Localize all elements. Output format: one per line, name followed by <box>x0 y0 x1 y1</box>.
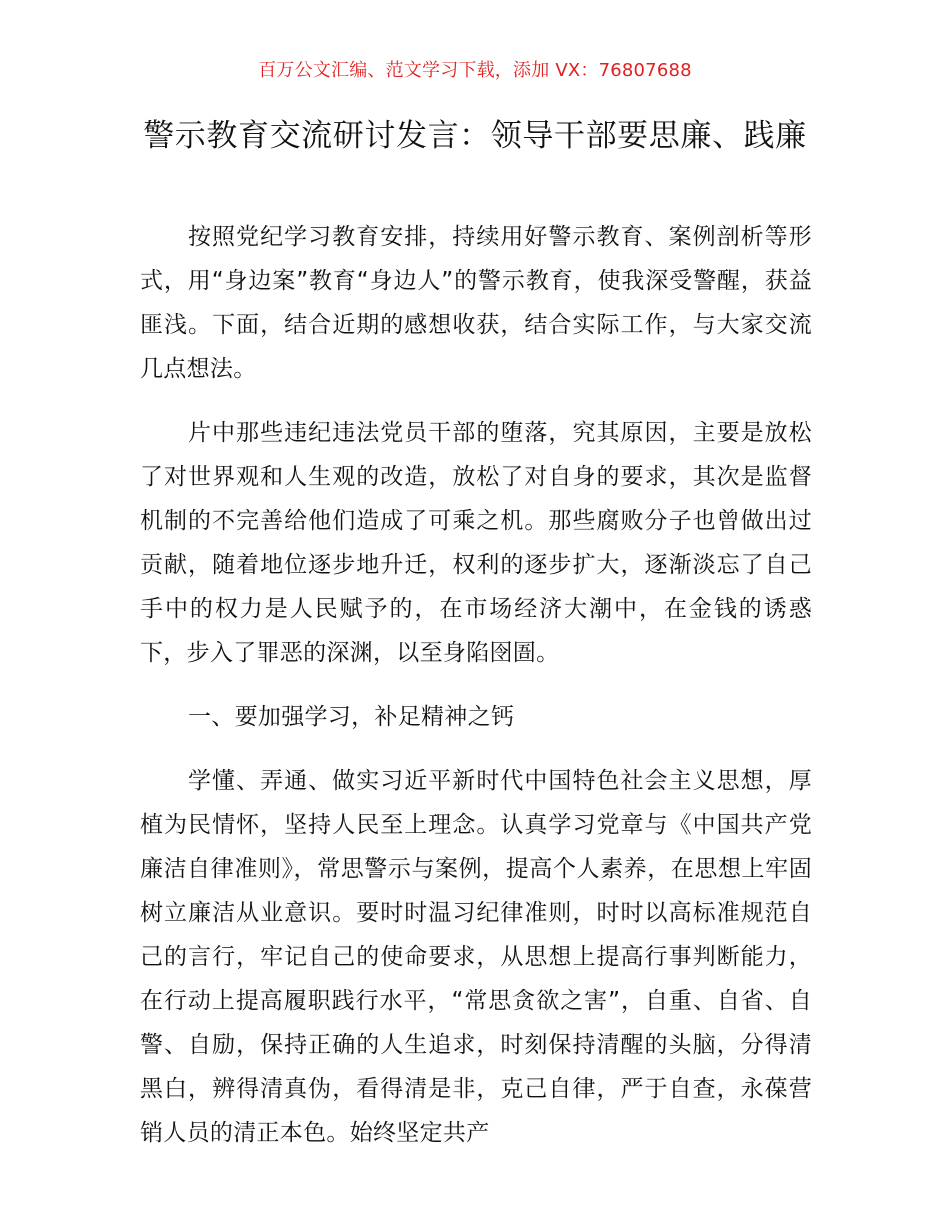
watermark-banner: 百万公文汇编、范文学习下载，添加 VX：76807688 <box>258 60 692 81</box>
section-paragraph: 学懂、弄通、做实习近平新时代中国特色社会主义思想，厚植为民情怀，坚持人民至上理念。认真学习党章与《中国共产党廉洁自律准则》，常思警示与案例，提高个人素养，在思想上牢固树立廉洁从业意识。要时时温习纪律准则，时时以高标准规范自己的言行，牢记自己的使命要求，从思想上提高行事判断能力，在行动上提高履职践行水平，“常思贪欲之害”，自重、自省、自警、自励，保持正确的人生追求，时刻保持清醒的头脑，分得清黑白，辨得清真伪，看得清是非，克己自律，严于自查，永葆营销人员的清正本色。始终坚定共产 <box>140 768 812 1146</box>
paragraph-intro: 按照党纪学习教育安排，持续用好警示教育、案例剖析等形式，用“身边案”教育“身边人”的警示教育，使我深受警醒，获益匪浅。下面，结合近期的感想收获，结合实际工作，与大家交流几点想法。 <box>140 224 812 382</box>
paragraph-analysis: 片中那些违纪违法党员干部的堕落，究其原因，主要是放松了对世界观和人生观的改造，放松了对自身的要求，其次是监督机制的不完善给他们造成了可乘之机。那些腐败分子也曾做出过贡献，随着地位逐步地升迁，权利的逐步扩大，逐渐淡忘了自己手中的权力是人民赋予的，在市场经济大潮中，在金钱的诱惑下，步入了罪恶的深渊，以至身陷囹圄。 <box>140 420 812 666</box>
document-title: 警示教育交流研讨发言：领导干部要思廉、践廉 <box>143 118 807 154</box>
section-heading: 一、要加强学习，补足精神之钙 <box>188 704 515 730</box>
document-body <box>140 215 812 1175</box>
